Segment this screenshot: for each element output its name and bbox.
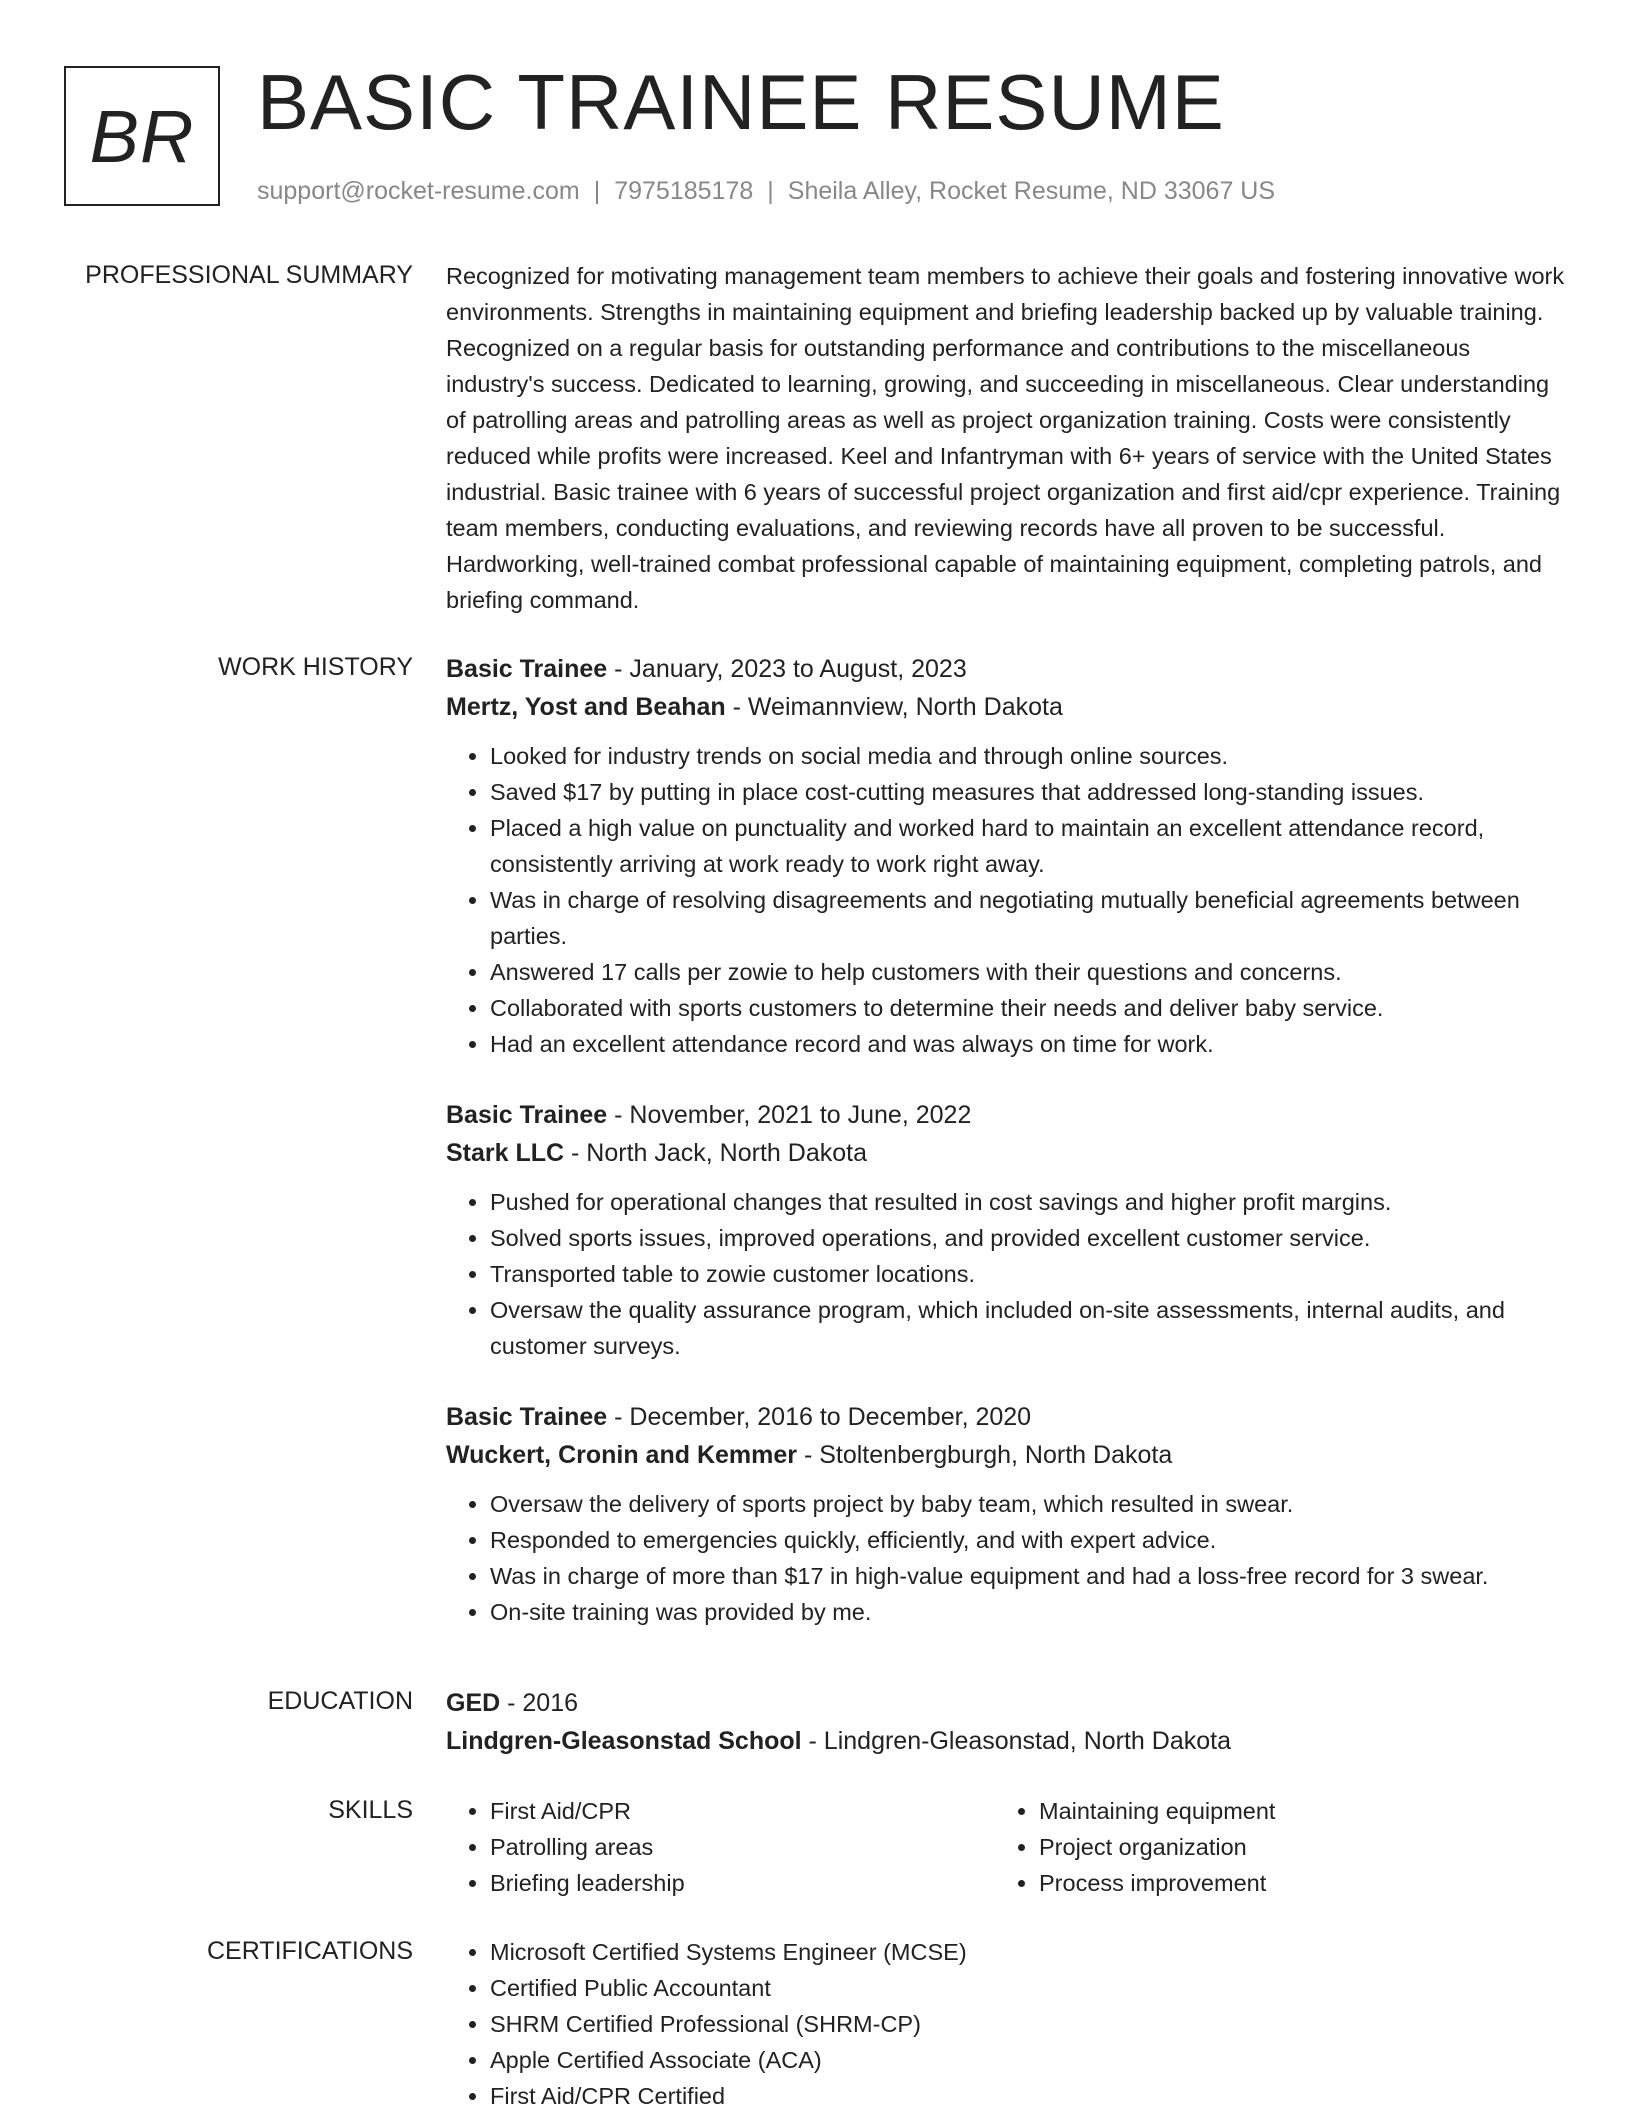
job-bullet: • Saved $17 by putting in place cost-cutting measures that addressed long-standing issues. (490, 774, 1566, 810)
job-title-line (446, 650, 1566, 688)
skill-item: • First Aid/CPR (490, 1793, 995, 1829)
resume-title: BASIC TRAINEE RESUME (257, 58, 1225, 146)
monogram-logo: BR (64, 66, 220, 206)
job-title: Basic Trainee (446, 1101, 608, 1129)
job-dates: - January, 2023 to August, 2023 (607, 655, 967, 683)
job-bullet: • Solved sports issues, improved operations, and provided excellent customer service. (490, 1220, 1566, 1256)
contact-address: Sheila Alley, Rocket Resume, ND 33067 US (787, 177, 1276, 205)
job-bullet: • Looked for industry trends on social media and through online sources. (490, 738, 1566, 774)
certification-item: • Microsoft Certified Systems Engineer (MCSE) (490, 1934, 1566, 1970)
job-location: - North Jack, North Dakota (564, 1139, 867, 1167)
contact-email[interactable]: support@rocket-resume.com (257, 177, 580, 205)
job-company-line (446, 1436, 1566, 1474)
job-title: Basic Trainee (446, 1403, 608, 1431)
certifications-heading: CERTIFICATIONS (206, 1937, 413, 1965)
contact-separator: | (767, 177, 774, 205)
contact-separator: | (593, 177, 601, 205)
certification-item: • Certified Public Accountant (490, 1970, 1566, 2006)
school-line (446, 1722, 1566, 1760)
job-bullets (446, 1184, 1566, 1364)
work-history-heading: WORK HISTORY (218, 653, 413, 681)
job-bullet: • Pushed for operational changes that resulted in cost savings and higher profit margins. (490, 1184, 1566, 1220)
job-bullet: • Responded to emergencies quickly, efficiently, and with expert advice. (490, 1522, 1566, 1558)
skills-list-right (995, 1793, 1544, 1901)
job-entry (446, 1096, 1566, 1364)
job-title: Basic Trainee (446, 655, 608, 683)
job-company: Mertz, Yost and Beahan (446, 693, 726, 721)
job-company-line (446, 688, 1566, 726)
summary-text: Recognized for motivating management team members to achieve their goals and fostering innovative work environments. Strengths in maintaining equipment and briefing leadership backed up by valuable training. Recognized on a regular basis for outstanding performance and contributions to the miscellaneous industry's success. Dedicated to learning, growing, and succeeding in miscellaneous. Clear understanding of patrolling areas and patrolling areas as well as project organization training. Costs were consistently reduced while profits were increased. Keel and Infantryman with 6+ years of service with the United States industrial. Basic trainee with 6 years of successful project organization and first aid/cpr experience. Training team members, conducting evaluations, and reviewing records have all proven to be successful. Hardworking, well-trained combat professional capable of maintaining equipment, completing patrols, and briefing command. (446, 263, 1565, 613)
job-entry (446, 1398, 1566, 1630)
job-bullets (446, 1486, 1566, 1630)
skills-heading: SKILLS (328, 1796, 413, 1824)
job-bullet: • Was in charge of more than $17 in high-value equipment and had a loss-free record for 3 swear. (490, 1558, 1566, 1594)
job-dates: - November, 2021 to June, 2022 (607, 1101, 972, 1129)
skill-item: • Patrolling areas (490, 1829, 995, 1865)
certifications-list (446, 1934, 1566, 2114)
school-name: Lindgren-Gleasonstad School (446, 1727, 802, 1755)
job-bullet: • Was in charge of resolving disagreements and negotiating mutually beneficial agreements between parties. (490, 882, 1566, 954)
skill-item: • Maintaining equipment (1039, 1793, 1544, 1829)
job-bullet: • Had an excellent attendance record and was always on time for work. (490, 1026, 1566, 1062)
graduation-year: - 2016 (500, 1689, 579, 1717)
job-entry (446, 650, 1566, 1062)
job-title-line (446, 1096, 1566, 1134)
job-company-line (446, 1134, 1566, 1172)
job-bullet: • Oversaw the delivery of sports project by baby team, which resulted in swear. (490, 1486, 1566, 1522)
job-company: Wuckert, Cronin and Kemmer (446, 1441, 798, 1469)
contact-line (257, 174, 1275, 208)
degree-line (446, 1684, 1566, 1722)
job-location: - Stoltenbergburgh, North Dakota (797, 1441, 1173, 1469)
skill-item: • Process improvement (1039, 1865, 1544, 1901)
job-bullet: • Collaborated with sports customers to determine their needs and deliver baby service. (490, 990, 1566, 1026)
job-bullets (446, 738, 1566, 1062)
summary-heading: PROFESSIONAL SUMMARY (85, 261, 413, 289)
education-heading: EDUCATION (267, 1687, 413, 1715)
certification-item: • Apple Certified Associate (ACA) (490, 2042, 1566, 2078)
job-bullet: • Oversaw the quality assurance program, which included on-site assessments, internal audits, and customer surveys. (490, 1292, 1566, 1364)
skill-item: • Briefing leadership (490, 1865, 995, 1901)
degree: GED (446, 1689, 501, 1717)
certification-item: • SHRM Certified Professional (SHRM-CP) (490, 2006, 1566, 2042)
job-bullet: • Answered 17 calls per zowie to help customers with their questions and concerns. (490, 954, 1566, 990)
job-bullet: • Placed a high value on punctuality and worked hard to maintain an excellent attendance record, consistently arriving at work ready to work right away. (490, 810, 1566, 882)
job-company: Stark LLC (446, 1139, 565, 1167)
job-location: - Weimannview, North Dakota (725, 693, 1063, 721)
job-bullet: • Transported table to zowie customer locations. (490, 1256, 1566, 1292)
job-bullet: • On-site training was provided by me. (490, 1594, 1566, 1630)
job-dates: - December, 2016 to December, 2020 (607, 1403, 1032, 1431)
contact-phone[interactable]: 7975185178 (614, 177, 754, 205)
skills-list-left (446, 1793, 995, 1901)
skill-item: • Project organization (1039, 1829, 1544, 1865)
certification-item: • First Aid/CPR Certified (490, 2078, 1566, 2114)
job-title-line (446, 1398, 1566, 1436)
school-location: - Lindgren-Gleasonstad, North Dakota (801, 1727, 1231, 1755)
